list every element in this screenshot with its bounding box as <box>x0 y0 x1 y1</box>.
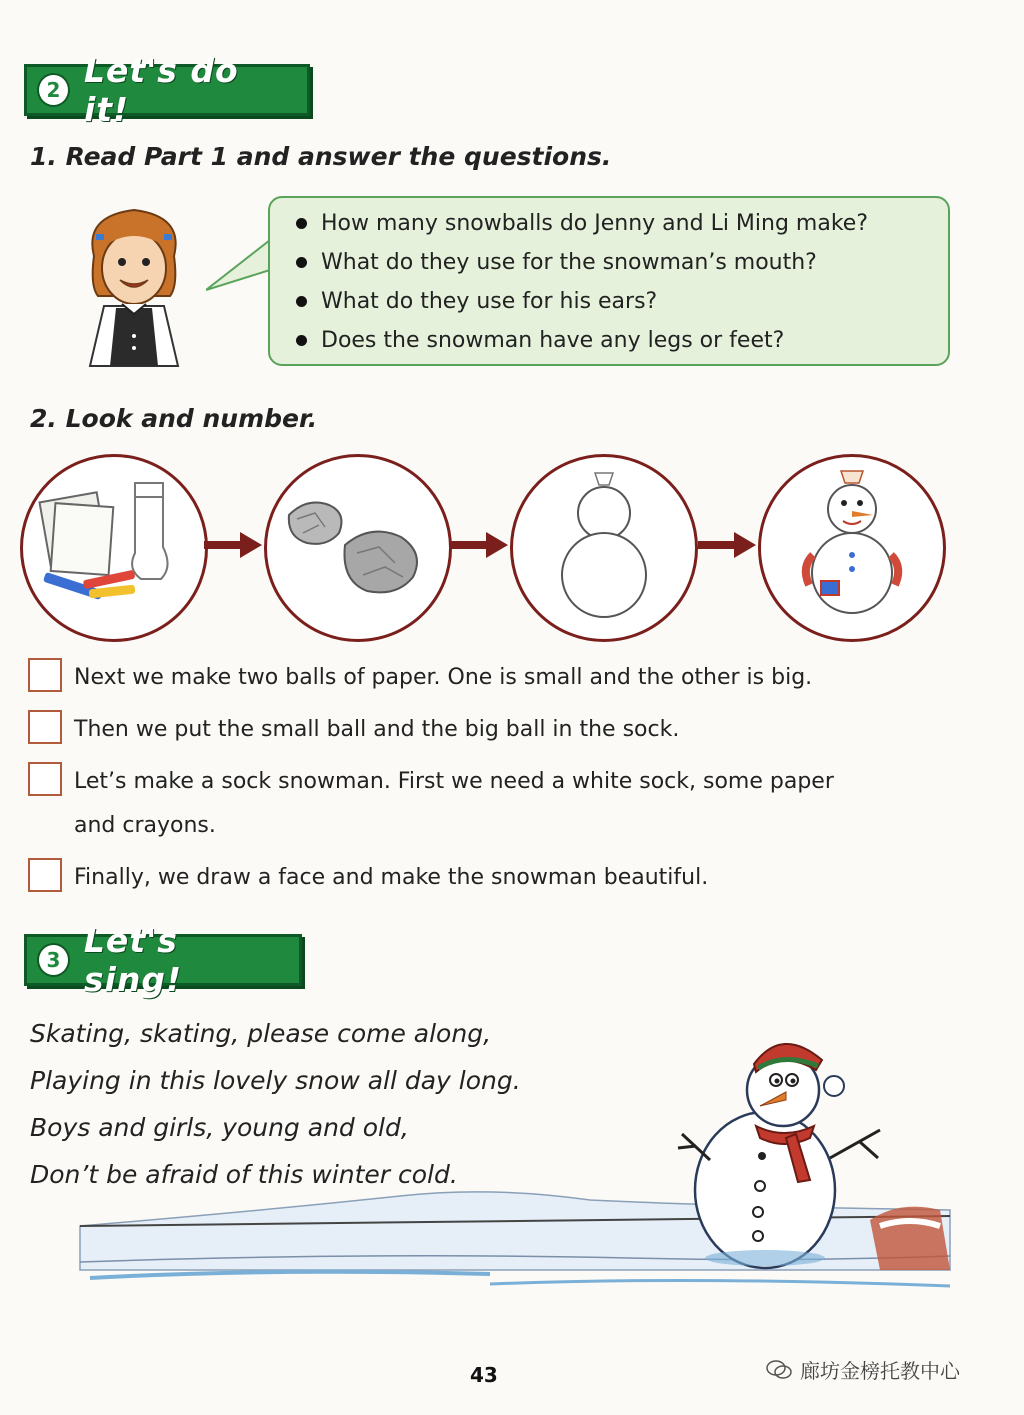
bullet-icon <box>296 335 307 346</box>
bullet-icon <box>296 296 307 307</box>
question-text: Does the snowman have any legs or feet? <box>321 328 785 353</box>
answer-box[interactable] <box>28 858 62 892</box>
song-line: Boys and girls, young and old, <box>30 1113 409 1142</box>
paper-balls-icon <box>267 457 449 639</box>
checklist-item <box>28 656 988 700</box>
section-banner-lets-sing <box>24 921 302 999</box>
question-item <box>296 321 928 360</box>
question-bubble <box>268 196 950 366</box>
section-title: Let's do it! <box>83 51 239 129</box>
section-number-badge: 2 <box>37 73 70 107</box>
song-line: Playing in this lovely snow all day long. <box>30 1066 521 1095</box>
steps-sequence <box>18 454 1018 654</box>
song-line: Don’t be afraid of this winter cold. <box>30 1160 458 1189</box>
checklist-text: Then we put the small ball and the big ball in the sock. <box>74 717 680 742</box>
paper-sock-crayons-icon <box>23 457 205 639</box>
question-text: What do they use for his ears? <box>321 289 658 314</box>
arrow-right-icon <box>698 530 758 560</box>
step-circle-finished <box>758 454 946 642</box>
winter-scene-illustration <box>70 1030 960 1330</box>
step-circle-paper-balls <box>264 454 452 642</box>
answer-box[interactable] <box>28 710 62 744</box>
checklist-item <box>28 708 988 752</box>
checklist-text: Let’s make a sock snowman. First we need a white sock, some paper <box>74 769 834 794</box>
part2-heading: 2. Look and number. <box>30 404 318 433</box>
girl-character-icon <box>74 196 194 376</box>
checklist-item <box>28 856 988 900</box>
page-number: 43 <box>470 1363 498 1387</box>
bullet-icon <box>296 257 307 268</box>
checklist-text-continued: and crayons. <box>74 813 216 838</box>
question-text: How many snowballs do Jenny and Li Ming make? <box>321 211 869 236</box>
answer-box[interactable] <box>28 658 62 692</box>
watermark-text: 廊坊金榜托教中心 <box>800 1359 960 1383</box>
finished-snowman-icon <box>761 457 943 639</box>
question-text: What do they use for the snowman’s mouth? <box>321 250 817 275</box>
answer-box[interactable] <box>28 762 62 796</box>
question-item <box>296 243 928 282</box>
step-circle-materials <box>20 454 208 642</box>
section-number-badge: 3 <box>37 943 70 977</box>
question-list <box>296 204 928 360</box>
section-banner-lets-do-it <box>24 51 310 129</box>
number-checklist <box>28 656 988 908</box>
question-item <box>296 282 928 321</box>
arrow-right-icon <box>204 530 264 560</box>
part1-heading: 1. Read Part 1 and answer the questions. <box>30 142 612 171</box>
checklist-text: Next we make two balls of paper. One is small and the other is big. <box>74 665 813 690</box>
sock-snowman-outline-icon <box>513 457 695 639</box>
arrow-right-icon <box>450 530 510 560</box>
question-item <box>296 204 928 243</box>
watermark <box>766 1355 960 1384</box>
checklist-item <box>28 760 988 848</box>
step-circle-sock-snowman <box>510 454 698 642</box>
song-line: Skating, skating, please come along, <box>30 1019 492 1048</box>
wechat-icon <box>766 1359 792 1381</box>
section-title: Let's sing! <box>83 921 183 999</box>
checklist-text: Finally, we draw a face and make the snowman beautiful. <box>74 865 709 890</box>
bullet-icon <box>296 218 307 229</box>
